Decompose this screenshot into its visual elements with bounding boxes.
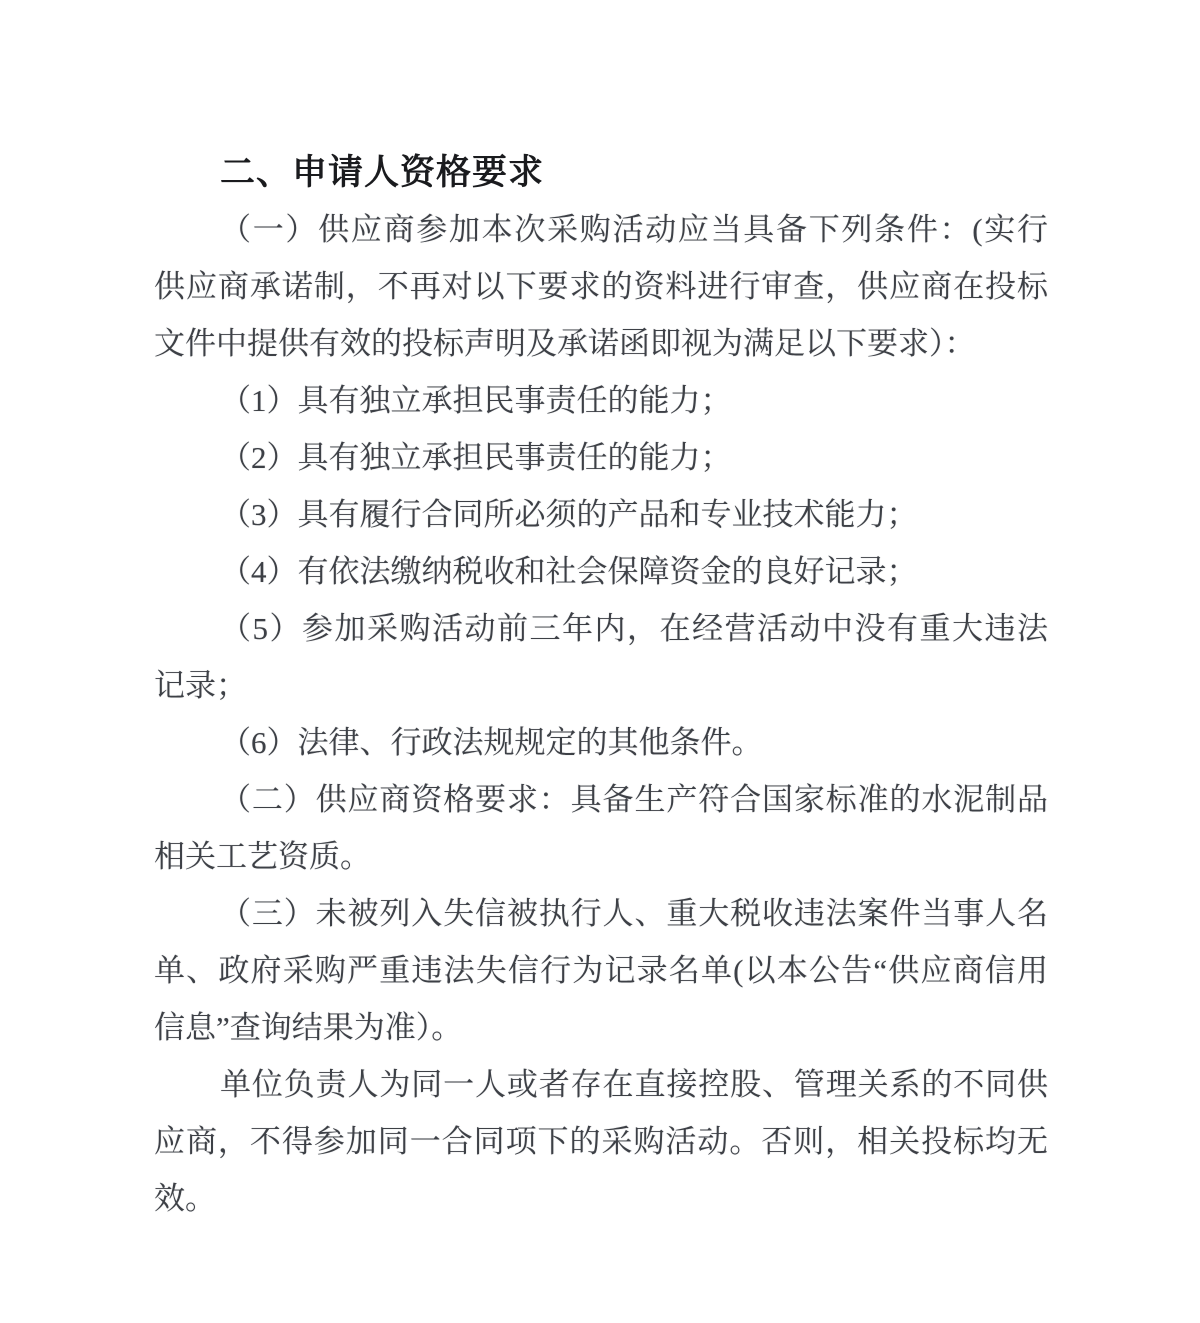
text-line: （二）供应商资格要求：具备生产符合国家标准的水泥制品 [220,782,1048,817]
text-line: （一）供应商参加本次采购活动应当具备下列条件：(实行 [220,212,1048,247]
paragraph-condition-5 [154,600,1048,714]
section-heading: 二、申请人资格要求 [220,153,545,192]
text-line: （6）法律、行政法规规定的其他条件。 [220,725,763,760]
paragraph-same-responsible-person-rule [154,1056,1048,1227]
paragraph-condition-3 [154,486,1048,543]
text-line: 信息”查询结果为准）。 [154,1010,463,1045]
paragraph-condition-1 [154,372,1048,429]
text-line: 单位负责人为同一人或者存在直接控股、管理关系的不同供 [220,1067,1048,1102]
text-line: 文件中提供有效的投标声明及承诺函即视为满足以下要求）： [154,326,976,361]
paragraph-condition-4 [154,543,1048,600]
paragraph-condition-6 [154,714,1048,771]
text-line: 单、政府采购严重违法失信行为记录名单(以本公告“供应商信用 [154,953,1048,988]
text-line: 记录； [154,668,247,703]
paragraph-condition-2 [154,429,1048,486]
text-line: （3）具有履行合同所必须的产品和专业技术能力； [220,497,918,532]
text-line: 供应商承诺制，不再对以下要求的资料进行审查，供应商在投标 [154,269,1048,304]
text-line: 相关工艺资质。 [154,839,371,874]
paragraph-supplier-qualification [154,771,1048,885]
text-line: （1）具有独立承担民事责任的能力； [220,383,732,418]
text-line: 效。 [154,1181,216,1216]
text-line: 应商，不得参加同一合同项下的采购活动。否则，相关投标均无 [154,1124,1048,1159]
paragraph-credit-blacklist [154,885,1048,1056]
paragraph-supplier-conditions-intro [154,201,1048,372]
text-line: （2）具有独立承担民事责任的能力； [220,440,732,475]
document-content [154,144,1048,1227]
text-line: （4）有依法缴纳税收和社会保障资金的良好记录； [220,554,918,589]
text-line: （5）参加采购活动前三年内，在经营活动中没有重大违法 [220,611,1048,646]
text-line: （三）未被列入失信被执行人、重大税收违法案件当事人名 [220,896,1048,931]
